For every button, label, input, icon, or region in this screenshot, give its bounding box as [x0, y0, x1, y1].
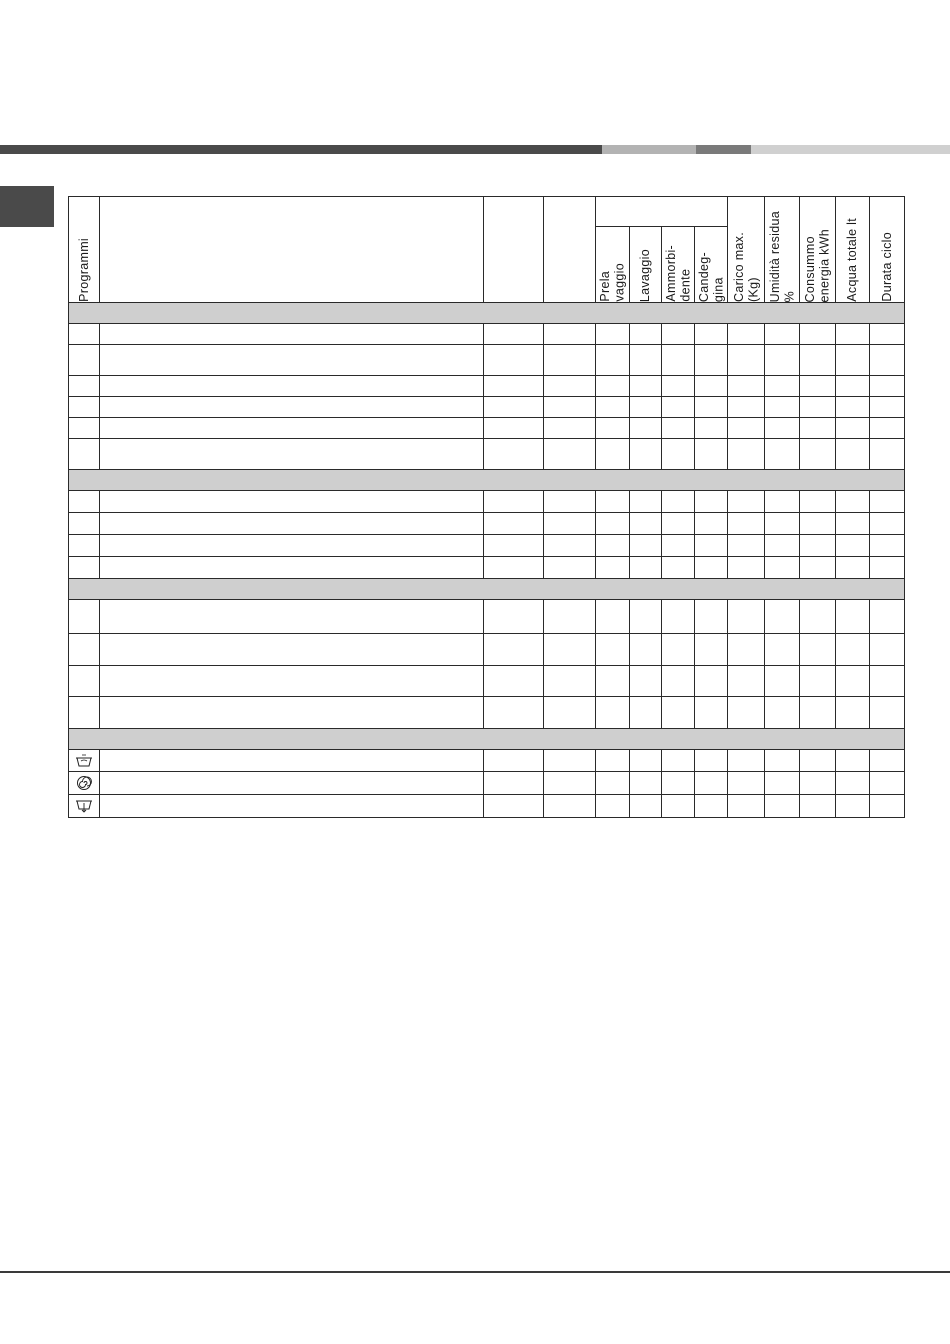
table-cell: [695, 439, 728, 470]
table-cell: [870, 535, 905, 557]
table-cell: [800, 557, 836, 579]
table-cell: [695, 666, 728, 697]
table-cell: [484, 535, 544, 557]
program-icon-cell: [69, 600, 100, 634]
program-icon-cell: [69, 795, 100, 818]
table-cell: [728, 439, 765, 470]
table-cell: [100, 535, 484, 557]
table-cell: [836, 557, 870, 579]
table-cell: [544, 750, 596, 772]
table-cell: [630, 345, 662, 376]
table-cell: [596, 666, 630, 697]
table-cell: [630, 418, 662, 439]
table-cell: [544, 600, 596, 634]
program-icon-cell: [69, 491, 100, 513]
table-cell: [836, 634, 870, 666]
table-cell: [765, 418, 800, 439]
table-cell: [836, 324, 870, 345]
table-cell: [728, 750, 765, 772]
table-cell: [662, 324, 695, 345]
table-cell: [728, 418, 765, 439]
table-cell: [728, 535, 765, 557]
table-cell: [484, 697, 544, 729]
table-cell: [728, 491, 765, 513]
table-cell: [662, 376, 695, 397]
table-row: [69, 439, 905, 470]
table-cell: [800, 397, 836, 418]
table-cell: [596, 491, 630, 513]
table-cell: [596, 397, 630, 418]
table-cell: [800, 795, 836, 818]
table-cell: [630, 513, 662, 535]
table-cell: [800, 697, 836, 729]
table-cell: [836, 513, 870, 535]
table-cell: [800, 376, 836, 397]
table-cell: [630, 697, 662, 729]
table-cell: [662, 634, 695, 666]
header-color-bar: [0, 145, 950, 154]
program-icon-cell: [69, 376, 100, 397]
table-row: [69, 376, 905, 397]
table-cell: [695, 697, 728, 729]
table-cell: [870, 324, 905, 345]
table-cell: [728, 634, 765, 666]
table-cell: [100, 666, 484, 697]
table-cell: [596, 513, 630, 535]
header-blank: [544, 197, 596, 303]
table-cell: [484, 397, 544, 418]
table-cell: [800, 600, 836, 634]
section-row: [69, 303, 905, 324]
program-icon-cell: [69, 345, 100, 376]
table-cell: [544, 535, 596, 557]
table-cell: [100, 697, 484, 729]
table-cell: [765, 491, 800, 513]
program-icon-cell: [69, 439, 100, 470]
table-cell: [728, 795, 765, 818]
table-cell: [100, 439, 484, 470]
table-cell: [630, 535, 662, 557]
table-cell: [765, 795, 800, 818]
table-cell: [695, 376, 728, 397]
table-row: [69, 557, 905, 579]
footer-rule: [0, 1271, 950, 1273]
table-cell: [870, 772, 905, 795]
table-cell: [800, 418, 836, 439]
table-cell: [596, 750, 630, 772]
table-cell: [484, 439, 544, 470]
header-group-detersivi: [596, 197, 728, 227]
table-cell: [484, 491, 544, 513]
table-row: [69, 324, 905, 345]
table-cell: [870, 666, 905, 697]
spin-icon: [69, 775, 99, 791]
table-cell: [630, 634, 662, 666]
table-cell: [728, 324, 765, 345]
table-cell: [870, 345, 905, 376]
table-cell: [765, 634, 800, 666]
table-cell: [484, 666, 544, 697]
table-cell: [695, 557, 728, 579]
table-cell: [596, 439, 630, 470]
table-cell: [870, 557, 905, 579]
header-prelavaggio: Prela vaggio: [596, 227, 630, 303]
table-row: [69, 772, 905, 795]
table-cell: [630, 397, 662, 418]
table-cell: [484, 513, 544, 535]
programs-table: [68, 196, 905, 818]
table-cell: [544, 491, 596, 513]
table-cell: [544, 439, 596, 470]
table-cell: [728, 376, 765, 397]
section-row: [69, 729, 905, 750]
table-cell: [662, 697, 695, 729]
table-cell: [662, 535, 695, 557]
table-cell: [765, 535, 800, 557]
program-icon-cell: [69, 772, 100, 795]
table-cell: [484, 634, 544, 666]
table-row: [69, 795, 905, 818]
table-cell: [662, 345, 695, 376]
table-cell: [662, 491, 695, 513]
table-cell: [544, 513, 596, 535]
table-cell: [695, 324, 728, 345]
table-cell: [596, 376, 630, 397]
table-cell: [836, 491, 870, 513]
table-cell: [630, 772, 662, 795]
header-umidita-residua: Umidità residua %: [765, 197, 800, 303]
table-cell: [695, 535, 728, 557]
table-cell: [544, 795, 596, 818]
table-cell: [630, 439, 662, 470]
table-cell: [596, 600, 630, 634]
table-cell: [662, 750, 695, 772]
table-cell: [544, 772, 596, 795]
table-cell: [100, 750, 484, 772]
table-cell: [484, 600, 544, 634]
table-cell: [765, 345, 800, 376]
table-cell: [870, 795, 905, 818]
table-cell: [630, 376, 662, 397]
table-row: [69, 535, 905, 557]
table-cell: [800, 634, 836, 666]
table-cell: [800, 750, 836, 772]
table-row: [69, 750, 905, 772]
table-cell: [836, 535, 870, 557]
table-cell: [100, 634, 484, 666]
table-cell: [596, 418, 630, 439]
table-cell: [484, 557, 544, 579]
table-cell: [765, 772, 800, 795]
table-cell: [100, 491, 484, 513]
table-cell: [100, 600, 484, 634]
table-cell: [765, 600, 800, 634]
table-cell: [544, 397, 596, 418]
table-cell: [695, 397, 728, 418]
table-cell: [800, 345, 836, 376]
table-cell: [484, 376, 544, 397]
table-cell: [630, 324, 662, 345]
table-cell: [728, 513, 765, 535]
table-cell: [870, 418, 905, 439]
table-row: [69, 634, 905, 666]
table-cell: [662, 418, 695, 439]
section-header-cell: [69, 470, 905, 491]
section-row: [69, 579, 905, 600]
table-cell: [800, 513, 836, 535]
table-row: [69, 697, 905, 729]
table-cell: [728, 345, 765, 376]
table-cell: [544, 666, 596, 697]
table-cell: [870, 439, 905, 470]
table-cell: [836, 772, 870, 795]
table-cell: [728, 697, 765, 729]
table-cell: [662, 666, 695, 697]
program-icon-cell: [69, 697, 100, 729]
table-cell: [765, 376, 800, 397]
table-cell: [695, 418, 728, 439]
table-cell: [800, 491, 836, 513]
table-cell: [800, 535, 836, 557]
table-cell: [484, 795, 544, 818]
table-cell: [836, 600, 870, 634]
table-cell: [870, 397, 905, 418]
table-cell: [870, 491, 905, 513]
program-icon-cell: [69, 418, 100, 439]
header-ammorbidente: Ammorbi- dente: [662, 227, 695, 303]
section-header-cell: [69, 303, 905, 324]
table-cell: [596, 535, 630, 557]
table-cell: [484, 750, 544, 772]
table-cell: [100, 324, 484, 345]
table-cell: [544, 376, 596, 397]
table-cell: [100, 557, 484, 579]
table-cell: [870, 634, 905, 666]
header-programmi: Programmi: [69, 197, 100, 303]
table-cell: [695, 795, 728, 818]
table-cell: [662, 557, 695, 579]
table-cell: [100, 772, 484, 795]
table-cell: [765, 513, 800, 535]
table-cell: [544, 345, 596, 376]
table-cell: [630, 600, 662, 634]
table-cell: [662, 439, 695, 470]
header-bar-segment: [751, 145, 950, 154]
table-cell: [836, 345, 870, 376]
table-cell: [596, 557, 630, 579]
table-cell: [544, 634, 596, 666]
table-row: [69, 397, 905, 418]
table-cell: [544, 557, 596, 579]
header-blank: [100, 197, 484, 303]
table-cell: [836, 666, 870, 697]
table-cell: [728, 772, 765, 795]
table-cell: [100, 397, 484, 418]
program-icon-cell: [69, 324, 100, 345]
header-bar-segment: [602, 145, 696, 154]
table-cell: [765, 557, 800, 579]
language-tab: [0, 186, 54, 227]
drain-icon: [69, 799, 99, 813]
table-cell: [728, 666, 765, 697]
table-row: [69, 666, 905, 697]
table-cell: [662, 795, 695, 818]
program-icon-cell: [69, 513, 100, 535]
table-cell: [870, 513, 905, 535]
table-cell: [630, 666, 662, 697]
program-icon-cell: [69, 634, 100, 666]
table-cell: [728, 557, 765, 579]
table-cell: [596, 345, 630, 376]
table-cell: [765, 439, 800, 470]
table-cell: [596, 795, 630, 818]
program-icon-cell: [69, 557, 100, 579]
table-cell: [484, 324, 544, 345]
table-cell: [662, 600, 695, 634]
table-cell: [596, 697, 630, 729]
table-cell: [765, 697, 800, 729]
table-cell: [630, 750, 662, 772]
table-cell: [596, 634, 630, 666]
table-cell: [870, 750, 905, 772]
table-cell: [100, 795, 484, 818]
table-cell: [765, 324, 800, 345]
table-row: [69, 513, 905, 535]
table-cell: [544, 697, 596, 729]
table-cell: [870, 376, 905, 397]
header-acqua-totale: Acqua totale lt: [836, 197, 870, 303]
table-cell: [596, 324, 630, 345]
table-cell: [800, 772, 836, 795]
table-cell: [800, 666, 836, 697]
table-cell: [800, 324, 836, 345]
table-cell: [630, 795, 662, 818]
table-cell: [836, 439, 870, 470]
table-cell: [695, 750, 728, 772]
table-row: [69, 600, 905, 634]
table-cell: [836, 397, 870, 418]
table-cell: [836, 376, 870, 397]
table-cell: [728, 600, 765, 634]
table-cell: [484, 772, 544, 795]
section-row: [69, 470, 905, 491]
table-cell: [544, 324, 596, 345]
header-durata-ciclo: Durata ciclo: [870, 197, 905, 303]
table-cell: [630, 557, 662, 579]
table-cell: [596, 772, 630, 795]
table-cell: [695, 634, 728, 666]
table-cell: [870, 600, 905, 634]
header-consumo-energia: Consummo energia kWh: [800, 197, 836, 303]
table-cell: [100, 513, 484, 535]
section-header-cell: [69, 579, 905, 600]
table-cell: [695, 491, 728, 513]
table-cell: [695, 600, 728, 634]
program-icon-cell: [69, 666, 100, 697]
table-cell: [836, 795, 870, 818]
table-cell: [695, 513, 728, 535]
table-row: [69, 418, 905, 439]
table-cell: [728, 397, 765, 418]
header-candeggina: Candeg- gina: [695, 227, 728, 303]
table-cell: [765, 666, 800, 697]
table-cell: [836, 418, 870, 439]
header-bar-segment: [696, 145, 751, 154]
header-lavaggio: Lavaggio: [630, 227, 662, 303]
header-blank: [484, 197, 544, 303]
table-cell: [544, 418, 596, 439]
table-cell: [630, 491, 662, 513]
table-cell: [695, 772, 728, 795]
table-cell: [765, 397, 800, 418]
table-row: [69, 491, 905, 513]
table-cell: [662, 513, 695, 535]
table-cell: [836, 750, 870, 772]
table-cell: [484, 418, 544, 439]
table-cell: [870, 697, 905, 729]
table-cell: [836, 697, 870, 729]
header-bar-segment: [0, 145, 602, 154]
table-cell: [662, 772, 695, 795]
program-icon-cell: [69, 397, 100, 418]
table-cell: [100, 376, 484, 397]
section-header-cell: [69, 729, 905, 750]
table-cell: [100, 345, 484, 376]
header-carico-max: Carico max. (Kg): [728, 197, 765, 303]
handwash-icon: [69, 754, 99, 768]
table-cell: [484, 345, 544, 376]
table-row: [69, 345, 905, 376]
table-cell: [800, 439, 836, 470]
table-cell: [695, 345, 728, 376]
program-icon-cell: [69, 535, 100, 557]
table-cell: [662, 397, 695, 418]
program-icon-cell: [69, 750, 100, 772]
table-cell: [100, 418, 484, 439]
table-cell: [765, 750, 800, 772]
